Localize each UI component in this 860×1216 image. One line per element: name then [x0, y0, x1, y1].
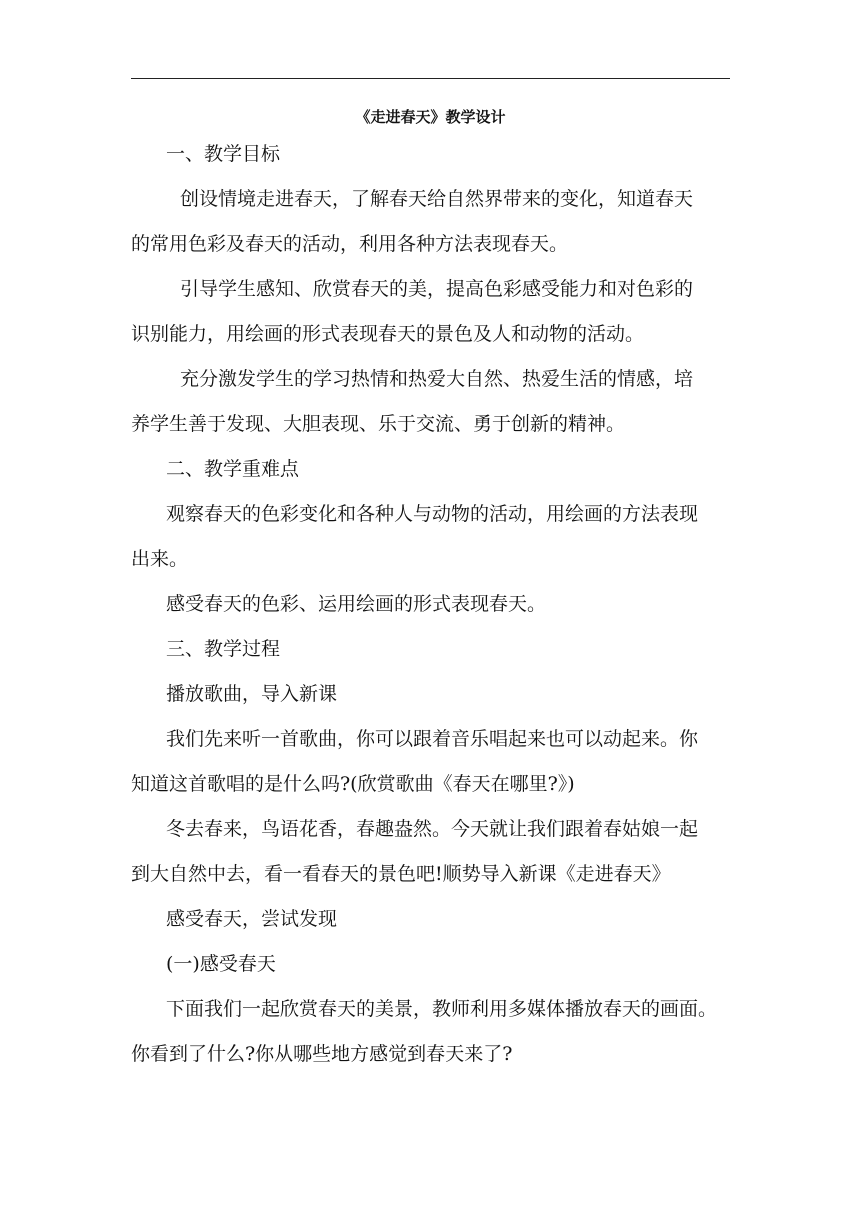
subsection-heading: 播放歌曲，导入新课 [166, 683, 338, 705]
subsection-heading: (一)感受春天 [166, 953, 276, 975]
paragraph-line: 出来。 [131, 548, 189, 570]
paragraph-line: 养学生善于发现、大胆表现、乐于交流、勇于创新的精神。 [131, 413, 626, 435]
section-heading-objectives: 一、教学目标 [166, 143, 281, 165]
paragraph-line: 观察春天的色彩变化和各种人与动物的活动，用绘画的方法表现 [166, 503, 699, 525]
paragraph-line: 的常用色彩及春天的活动，利用各种方法表现春天。 [131, 233, 569, 255]
subsection-heading: 感受春天，尝试发现 [166, 908, 338, 930]
paragraph-line: 识别能力，用绘画的形式表现春天的景色及人和动物的活动。 [131, 323, 645, 345]
paragraph-line: 你看到了什么?你从哪些地方感觉到春天来了? [131, 1043, 513, 1065]
paragraph-line: 下面我们一起欣赏春天的美景，教师利用多媒体播放春天的画面。 [166, 998, 718, 1020]
document-title: 《走进春天》教学设计 [355, 108, 506, 126]
paragraph-line: 感受春天的色彩、运用绘画的形式表现春天。 [166, 593, 547, 615]
paragraph-line: 充分激发学生的学习热情和热爱大自然、热爱生活的情感，培 [180, 368, 694, 390]
paragraph-line: 冬去春来，鸟语花香，春趣盎然。今天就让我们跟着春姑娘一起 [166, 818, 699, 840]
paragraph-line: 引导学生感知、欣赏春天的美，提高色彩感受能力和对色彩的 [180, 278, 694, 300]
header-rule [131, 78, 730, 79]
paragraph-line: 我们先来听一首歌曲，你可以跟着音乐唱起来也可以动起来。你 [166, 728, 699, 750]
section-heading-process: 三、教学过程 [166, 638, 281, 660]
paragraph-line: 创设情境走进春天，了解春天给自然界带来的变化，知道春天 [180, 188, 694, 210]
paragraph-line: 到大自然中去，看一看春天的景色吧!顺势导入新课《走进春天》 [131, 863, 671, 885]
paragraph-line: 知道这首歌唱的是什么吗?(欣赏歌曲《春天在哪里?》) [131, 773, 575, 795]
section-heading-key-points: 二、教学重难点 [166, 458, 300, 480]
